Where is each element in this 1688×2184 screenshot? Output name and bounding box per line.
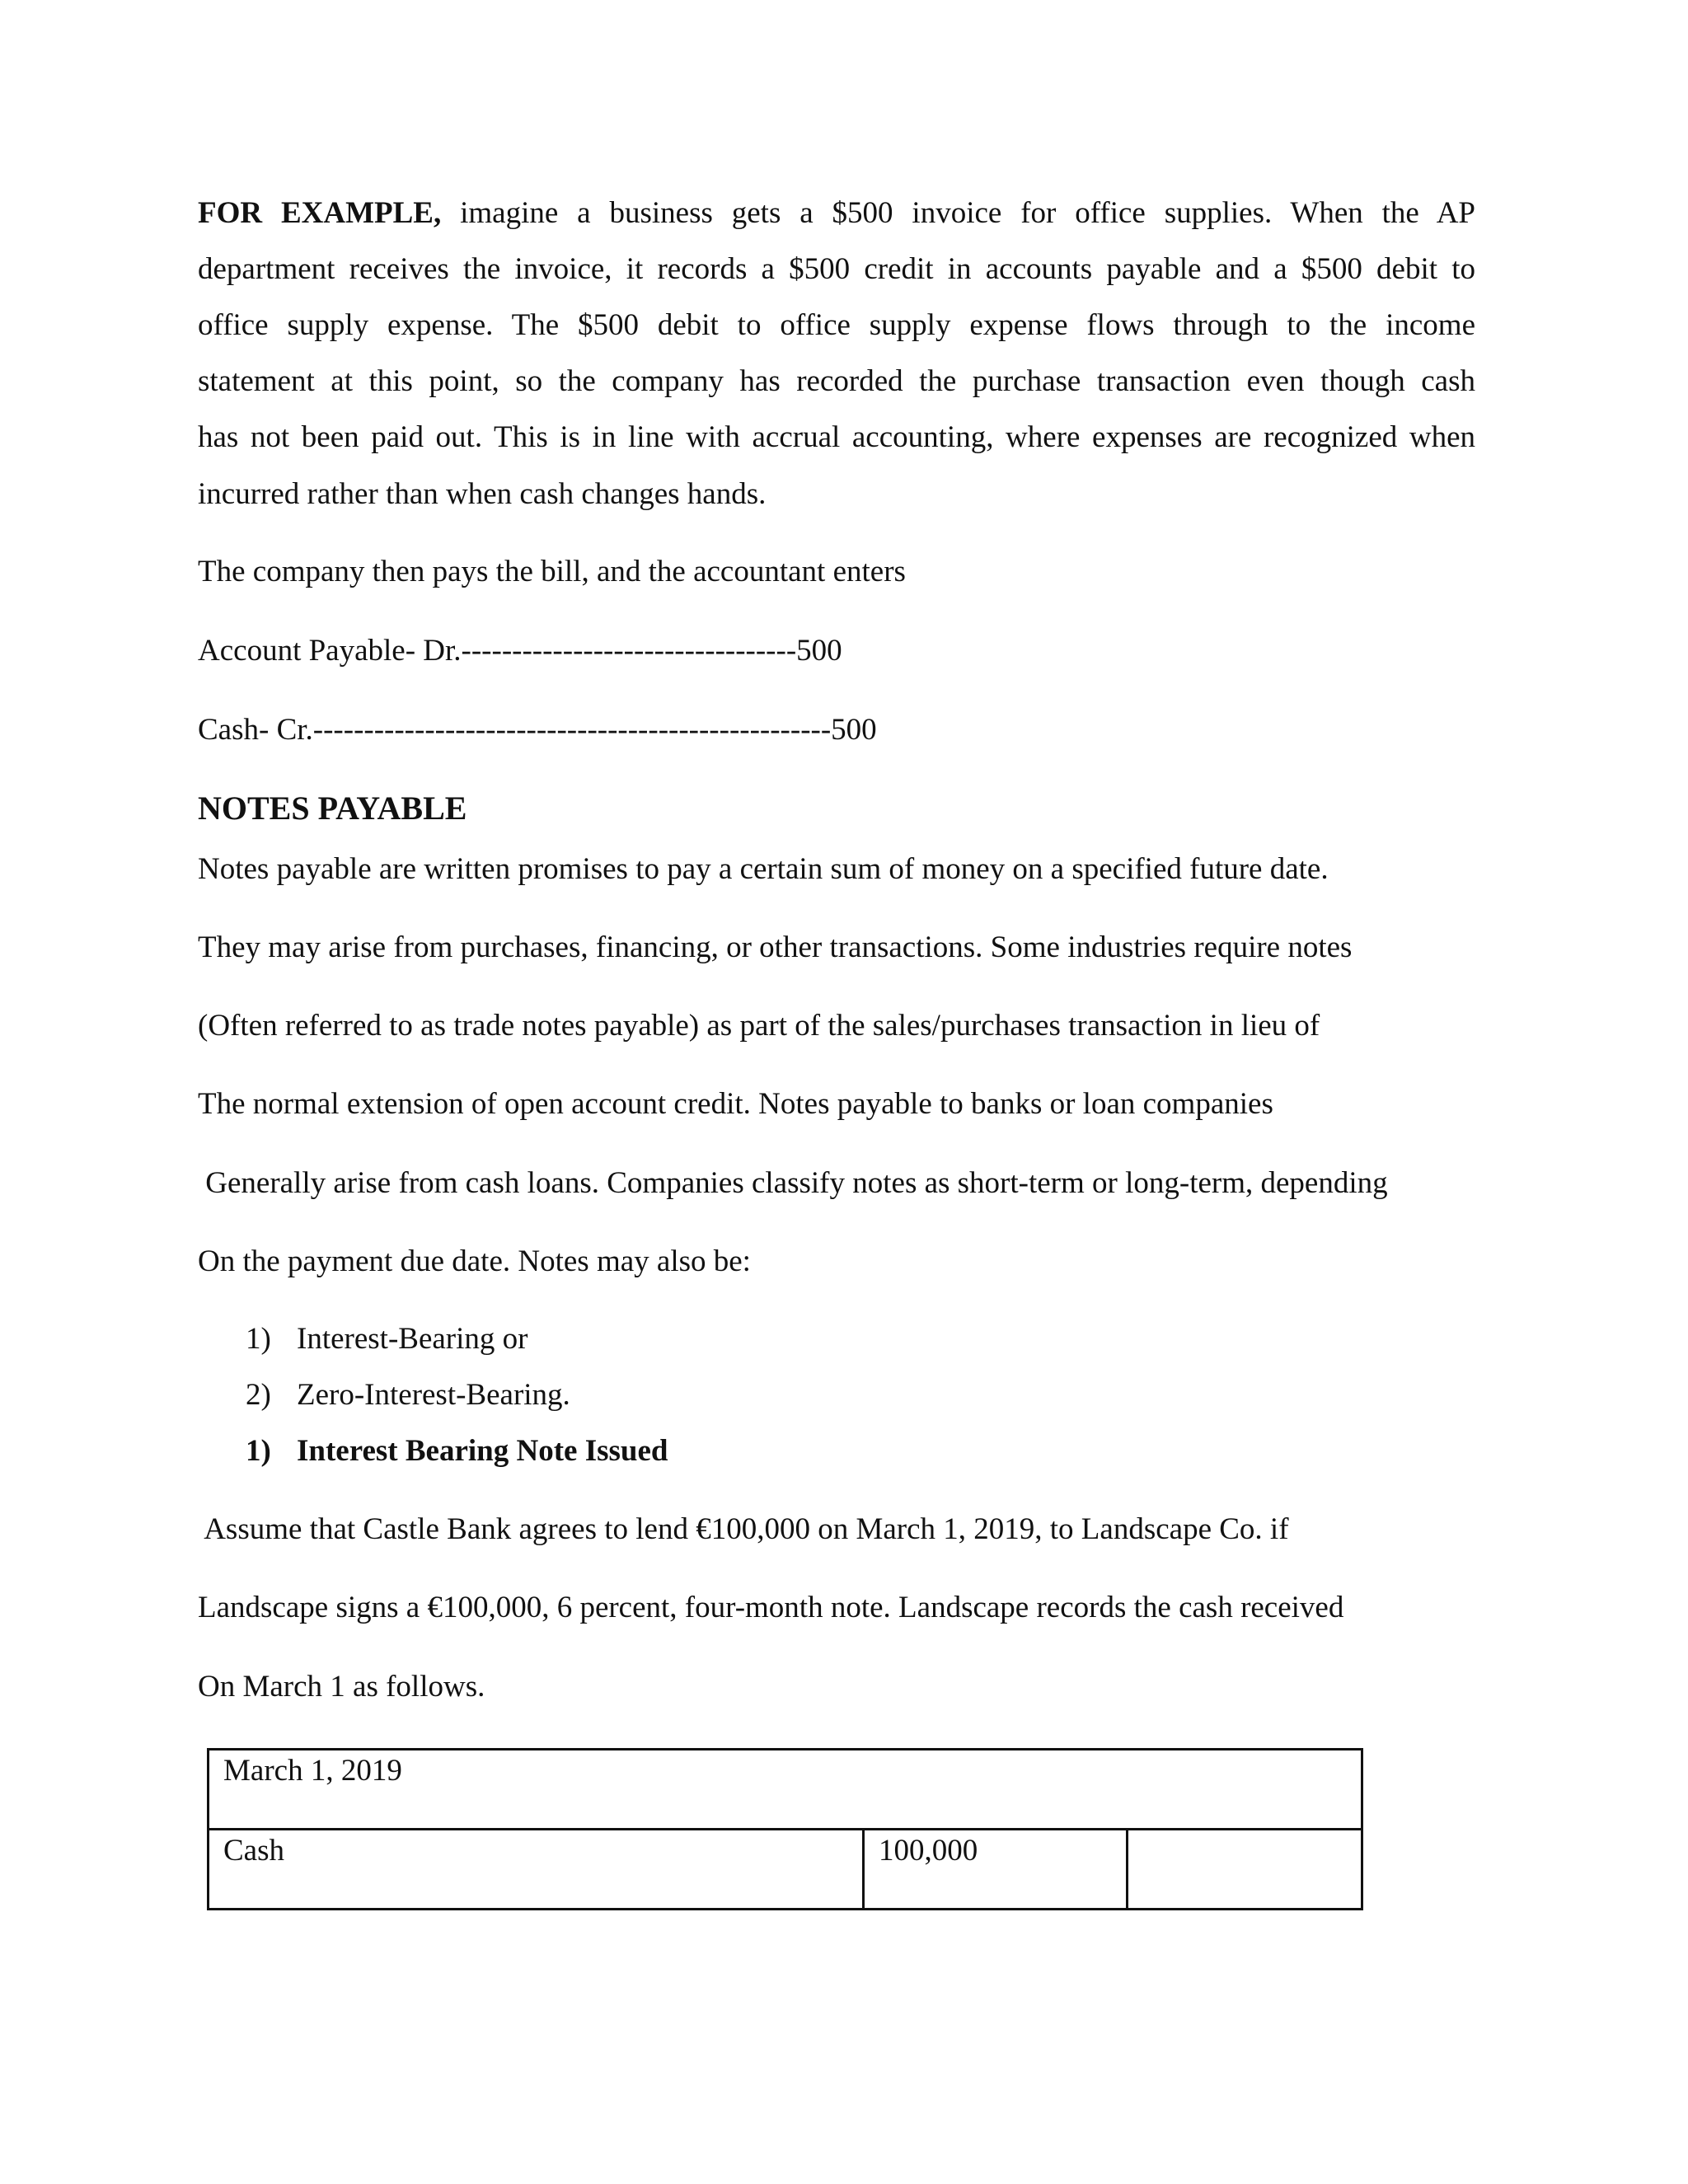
table-date-cell: March 1, 2019 [209,1750,1362,1830]
journal-entry-table [207,1748,1363,1910]
notes-payable-heading: NOTES PAYABLE [198,790,467,827]
notes-line-6: On the payment due date. Notes may also be: [198,1244,751,1278]
example-line-2: Landscape signs a €100,000, 6 percent, four-month note. Landscape records the cash received [198,1591,1344,1624]
intro-line-4: statement at this point, so the company has recorded the purchase transaction even though cash [198,364,1475,398]
list-label: Interest-Bearing or [297,1322,528,1356]
intro-line-1 [198,198,1475,228]
example-line-1: Assume that Castle Bank agrees to lend €100,000 on March 1, 2019, to Landscape Co. if [198,1512,1289,1546]
list-number: 2) [246,1378,271,1412]
table-row [209,1750,1362,1830]
table-row [209,1830,1362,1910]
table-account-cell: Cash [209,1830,864,1910]
note-type-item [246,1380,570,1410]
notes-line-5: Generally arise from cash loans. Companies classify notes as short-term or long-term, depending [198,1166,1388,1200]
example-line-3: On March 1 as follows. [198,1670,485,1704]
note-type-item [246,1324,528,1354]
intro-lead-bold: FOR EXAMPLE, [198,196,442,230]
intro-line-6: incurred rather than when cash changes hands. [198,477,767,511]
notes-line-2: They may arise from purchases, financing, or other transactions. Some industries require notes [198,930,1353,964]
heading-label: Interest Bearing Note Issued [297,1434,668,1468]
intro-line-2: department receives the invoice, it records a $500 credit in accounts payable and a $500 debit to [198,252,1475,286]
notes-line-4: The normal extension of open account credit. Notes payable to banks or loan companies [198,1087,1273,1121]
intro-line-5: has not been paid out. This is in line with accrual accounting, where expenses are recognized when [198,420,1475,454]
journal-entry-credit: Cash- Cr.---------------------------------------------------500 [198,713,877,747]
intro-line-3: office supply expense. The $500 debit to office supply expense flows through to the income [198,308,1475,342]
list-number: 1) [246,1322,271,1356]
table-credit-cell [1128,1830,1362,1910]
interest-bearing-heading [246,1436,668,1466]
payment-sentence: The company then pays the bill, and the accountant enters [198,555,906,588]
notes-line-1: Notes payable are written promises to pay a certain sum of money on a specified future date. [198,852,1329,886]
journal-entry-debit: Account Payable- Dr.---------------------------------500 [198,634,842,668]
table-debit-cell: 100,000 [864,1830,1128,1910]
heading-number: 1) [246,1434,271,1468]
intro-lead-rest: imagine a business gets a $500 invoice for office supplies. When the AP [441,196,1475,230]
list-label: Zero-Interest-Bearing. [297,1378,570,1412]
notes-line-3: (Often referred to as trade notes payable) as part of the sales/purchases transaction in lieu of [198,1009,1320,1043]
